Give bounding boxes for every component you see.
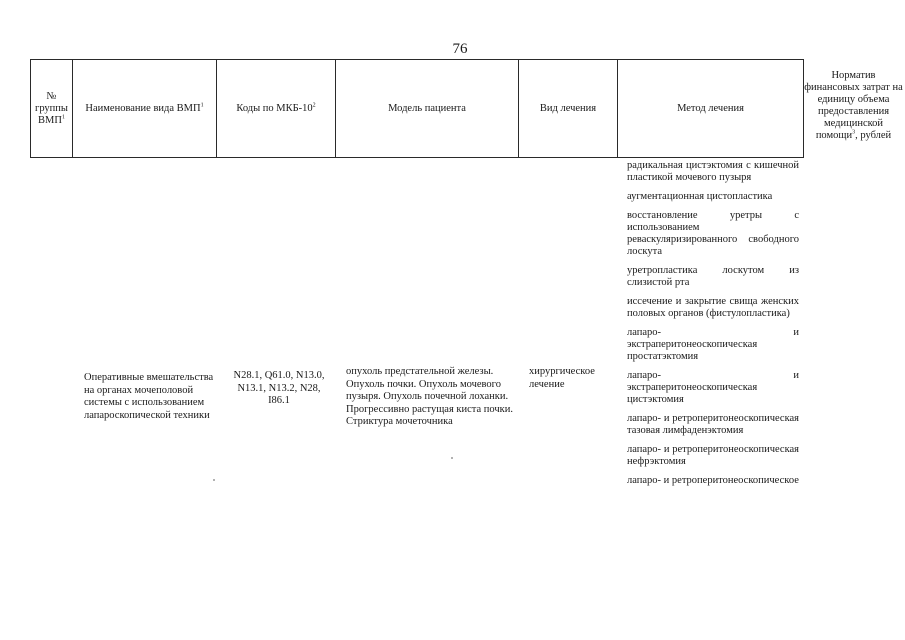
method-item: лапаро- и ретроперитонеоскопическая тазовая лимфаденэктомия [627, 413, 799, 436]
header-bottom-border [30, 157, 804, 158]
method-item: иссечение и закрытие свища женских половых органов (фистулопластика) [627, 296, 799, 319]
method-item: лапаро- и ретроперитонеоскопическая нефрэктомия [627, 444, 799, 467]
header-icd-codes: Коды по МКБ-$10^2$ [236, 102, 316, 114]
header-group: № группы ВМП$^1$ [35, 90, 68, 126]
method-item: лапаро- и экстраперитонеоскопическая цистэктомия [627, 370, 799, 405]
scan-speck [451, 457, 453, 459]
method-item: лапаро- и экстраперитонеоскопическая простатэктомия [627, 327, 799, 362]
header-financial-norm: Норматив финансовых затрат на единицу объема предоставления медицинской помощи$^3$, рублей [804, 70, 903, 141]
row-vmp-name: Оперативные вмешательства на органах мочеполовой системы с использованием лапароскопической техники [84, 372, 214, 421]
method-item: лапаро- и ретроперитонеоскопическое [627, 475, 799, 486]
page-number: 76 [452, 41, 468, 57]
row-icd-codes: N28.1, Q61.0, N13.0, N13.1, N13.2, N28, I86.1 [233, 370, 325, 406]
header-treatment-type: Вид лечения [539, 102, 597, 114]
method-item: радикальная цистэктомия с кишечной пластикой мочевого пузыря [627, 160, 799, 183]
method-item: аугментационная цистопластика [627, 191, 773, 202]
scan-speck [213, 479, 215, 481]
row-treatment-type: хирургическое лечение [529, 366, 595, 390]
row-treatment-methods [627, 160, 799, 494]
method-item: уретропластика лоскутом из слизистой рта [627, 265, 799, 288]
header-treatment-method: Метод лечения [677, 102, 744, 114]
row-patient-model: опухоль предстательной железы. Опухоль почки. Опухоль мочевого пузыря. Опухоль почечной лоханки. Прогрессивно растущая киста почки. Стриктура мочеточника [346, 366, 514, 427]
method-item: восстановление уретры с использованием реваскуляризированного свободного лоскута [627, 210, 799, 257]
header-patient-model: Модель пациента [388, 102, 466, 114]
header-vmp-name: Наименование вида ВМП$^1$ [85, 102, 204, 114]
